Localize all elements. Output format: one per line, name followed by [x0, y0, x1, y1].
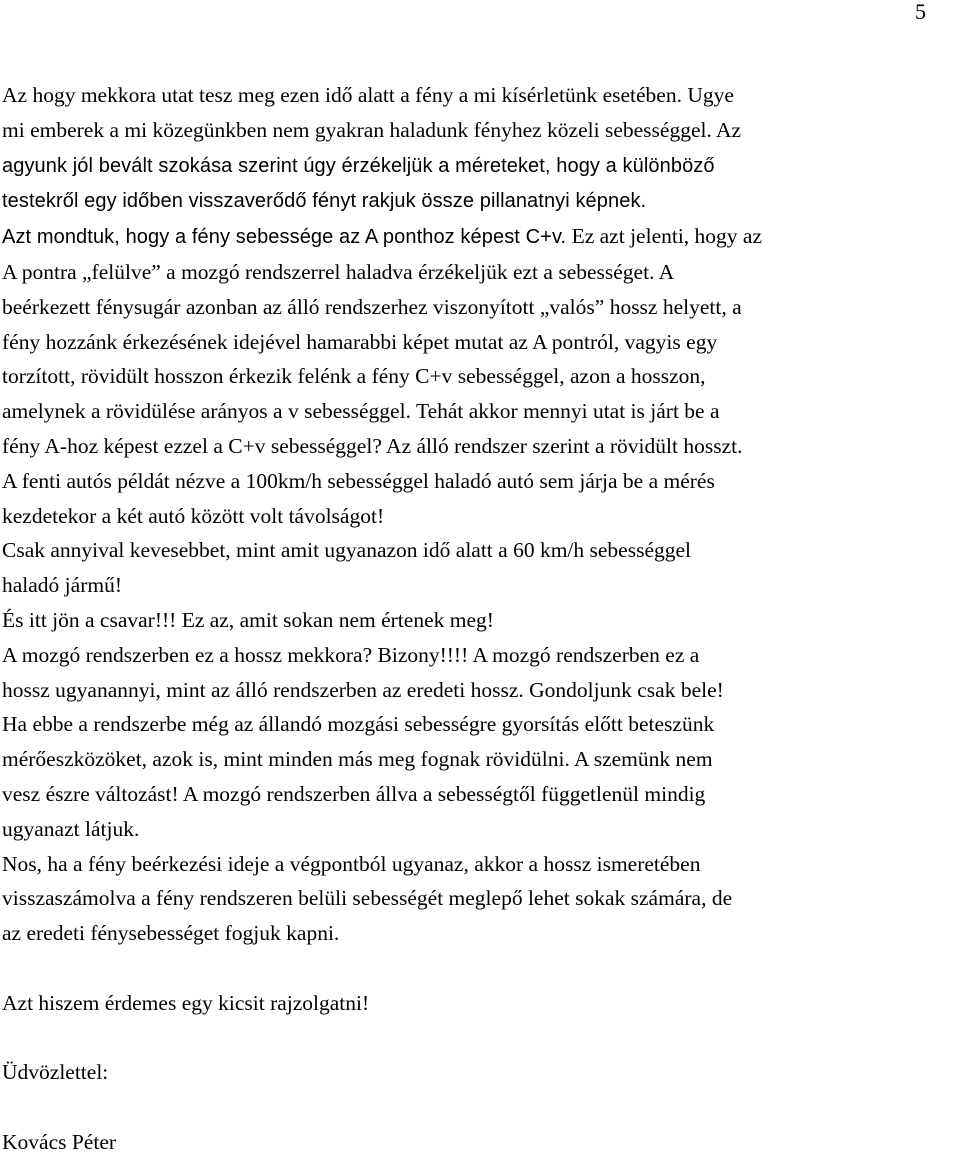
text-line-content: hossz ugyanannyi, mint az álló rendszerben az eredeti hossz. Gondoljunk csak bele!	[2, 677, 724, 702]
text-line	[2, 603, 960, 638]
blank-line	[2, 1090, 960, 1125]
text-line	[2, 464, 960, 499]
text-line-content: mi emberek a mi közegünkben nem gyakran haladunk fényhez közeli sebességgel. Az	[2, 117, 742, 142]
text-line-content: A fenti autós példát nézve a 100km/h sebességgel haladó autó sem járja be a mérés	[2, 468, 715, 493]
body-text	[2, 78, 960, 1160]
text-line-content: fény hozzánk érkezésének idejével hamarabbi képet mutat az A pontról, vagyis egy	[2, 329, 718, 354]
text-line	[2, 568, 960, 603]
text-line	[2, 533, 960, 568]
text-line-content: Csak annyival kevesebbet, mint amit ugyanazon idő alatt a 60 km/h sebességgel	[2, 538, 692, 563]
text-line	[2, 812, 960, 847]
text-line-content: mérőeszközöket, azok is, mint minden más meg fognak rövidülni. A szemünk nem	[2, 747, 713, 772]
text-line	[2, 78, 960, 113]
text-line	[2, 394, 960, 429]
text-line	[2, 219, 960, 255]
text-line-content: Üdvözlettel:	[2, 1060, 109, 1085]
text-line	[2, 777, 960, 812]
text-line	[2, 499, 960, 534]
text-line	[2, 183, 960, 219]
text-line-content: Az hogy mekkora utat tesz meg ezen idő alatt a fény a mi kísérletünk esetében. Ugye	[2, 83, 734, 107]
text-line-content: vesz észre változást! A mozgó rendszerben állva a sebességtől függetlenül mindig	[2, 781, 706, 806]
text-line-content: torzított, rövidült hosszon érkezik felénk a fény C+v sebességgel, azon a hosszon,	[2, 364, 706, 389]
text-line	[2, 986, 960, 1021]
blank-line	[2, 1021, 960, 1056]
text-line-content: Kovács Péter	[2, 1129, 117, 1154]
text-line-content: agyunk jól bevált szokása szerint úgy érzékeljük a méreteket, hogy a különböző	[2, 154, 715, 177]
text-line	[2, 325, 960, 360]
text-line-content: A mozgó rendszerben ez a hossz mekkora? Bizony!!!! A mozgó rendszerben ez a	[2, 642, 700, 667]
blank-line	[2, 951, 960, 986]
text-line-content: Nos, ha a fény beérkezési ideje a végpontból ugyanaz, akkor a hossz ismeretében	[2, 851, 701, 876]
text-line	[2, 359, 960, 394]
text-line	[2, 148, 960, 184]
text-line-content: A pontra „felülve” a mozgó rendszerrel haladva érzékeljük ezt a sebességet. A	[2, 259, 675, 284]
text-line	[2, 881, 960, 916]
text-line-content: És itt jön a csavar!!! Ez az, amit sokan nem értenek meg!	[2, 607, 494, 632]
text-line	[2, 1125, 960, 1160]
text-line-content: kezdetekor a két autó között volt távolságot!	[2, 503, 385, 528]
text-line	[2, 742, 960, 777]
text-line	[2, 707, 960, 742]
text-line	[2, 429, 960, 464]
text-line-content: Azt hiszem érdemes egy kicsit rajzolgatni!	[2, 990, 370, 1015]
text-line-content: beérkezett fénysugár azonban az álló rendszerhez viszonyított „valós” hossz helyett, a	[2, 294, 742, 319]
text-line-content: visszaszámolva a fény rendszeren belüli sebességét meglepő lehet sokak számára, de	[2, 886, 733, 911]
text-line	[2, 847, 960, 882]
text-line-tail: Ez azt jelenti, hogy az	[566, 224, 763, 249]
text-line-content: testekről egy időben visszaverődő fényt rakjuk össze pillanatnyi képnek.	[2, 190, 647, 213]
text-line-content: az eredeti fénysebességet fogjuk kapni.	[2, 921, 340, 946]
text-line	[2, 638, 960, 673]
text-line-content: amelynek a rövidülése arányos a v sebességgel. Tehát akkor mennyi utat is járt be a	[2, 399, 720, 424]
text-line	[2, 290, 960, 325]
text-line-content: ugyanazt látjuk.	[2, 816, 140, 841]
text-line-content: haladó jármű!	[2, 573, 122, 598]
text-line	[2, 673, 960, 708]
text-line-content: Ha ebbe a rendszerbe még az állandó mozgási sebességre gyorsítás előtt beteszünk	[2, 712, 715, 737]
text-line-content: Azt mondtuk, hogy a fény sebessége az A ponthoz képest C+v.	[2, 226, 567, 249]
page-number: 5	[915, 0, 926, 24]
text-line	[2, 113, 960, 148]
text-line-content: fény A-hoz képest ezzel a C+v sebességgel? Az álló rendszer szerint a rövidült hosszt.	[2, 433, 743, 458]
text-line	[2, 255, 960, 290]
text-line	[2, 916, 960, 951]
text-line	[2, 1055, 960, 1090]
